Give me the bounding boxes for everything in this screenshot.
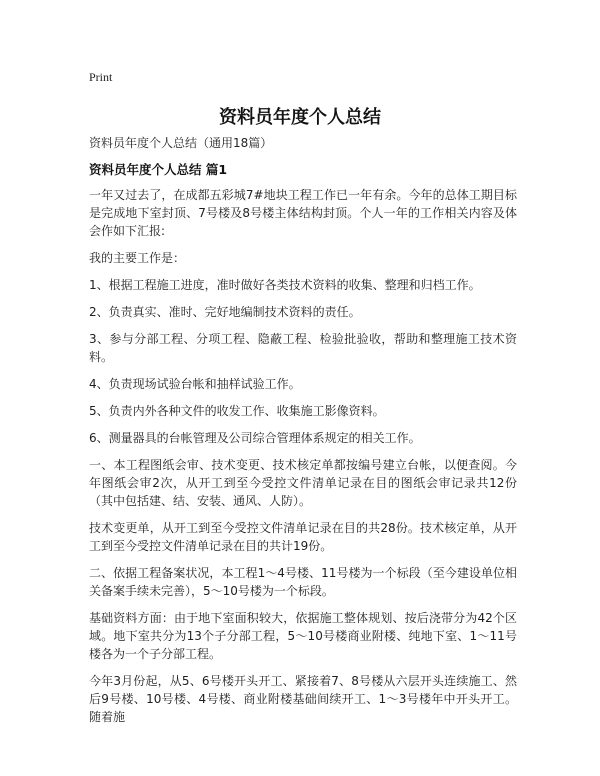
- document-title: 资料员年度个人总结: [219, 107, 381, 128]
- paragraph: 4、负责现场试验台帐和抽样试验工作。: [89, 377, 301, 391]
- paragraph: 基础资料方面：由于地下室面积较大，依据施工整体规划、按后浇带分为42个区域。地下室共分为13个子分部工程，5～10号楼商业附楼、纯地下室、1～11号楼各为一个子分部工程。: [89, 611, 517, 661]
- paragraph: 技术变更单，从开工到至今受控文件清单记录在目的共28份。技术核定单，从开工到至今受控文件清单记录在目的共计19份。: [89, 521, 517, 553]
- paragraph: 6、测量器具的台帐管理及公司综合管理体系规定的相关工作。: [89, 431, 421, 445]
- paragraph: 一年又过去了，在成都五彩城7#地块工程工作已一年有余。今年的总体工期目标是完成地下室封顶、7号楼及8号楼主体结构封顶。个人一年的工作相关内容及体会作如下汇报:: [89, 188, 517, 238]
- paragraph: 5、负责内外各种文件的收发工作、收集施工影像资料。: [89, 404, 385, 418]
- paragraph: 3、参与分部工程、分项工程、隐蔽工程、检验批验收，帮助和整理施工技术资料。: [89, 332, 517, 364]
- paragraph: 1、根据工程施工进度，准时做好各类技术资料的收集、整理和归档工作。: [89, 278, 481, 292]
- paragraph: 一、本工程图纸会审、技术变更、技术核定单都按编号建立台帐，以便查阅。今年图纸会审2次，从开工到至今受控文件清单记录在目的图纸会审记录共12份（其中包括建、结、安装、通风、人防）。: [89, 458, 517, 508]
- paragraph: 2、负责真实、准时、完好地编制技术资料的责任。: [89, 305, 361, 319]
- section-heading: 资料员年度个人总结 篇1: [89, 162, 228, 177]
- document-body: [89, 186, 517, 735]
- print-label: Print: [89, 70, 113, 84]
- paragraph: 今年3月份起，从5、6号楼开头开工、紧接着7、8号楼从六层开头连续施工、然后9号楼、10号楼、4号楼、商业附楼基础间续开工、1～3号楼年中开头开工。随着施: [89, 674, 517, 724]
- document-subtitle: 资料员年度个人总结（通用18篇）: [89, 136, 273, 150]
- paragraph: 二、依据工程备案状况，本工程1～4号楼、11号楼为一个标段（至今建设单位相关备案手续未完善），5～10号楼为一个标段。: [89, 566, 517, 598]
- paragraph: 我的主要工作是：: [89, 251, 186, 265]
